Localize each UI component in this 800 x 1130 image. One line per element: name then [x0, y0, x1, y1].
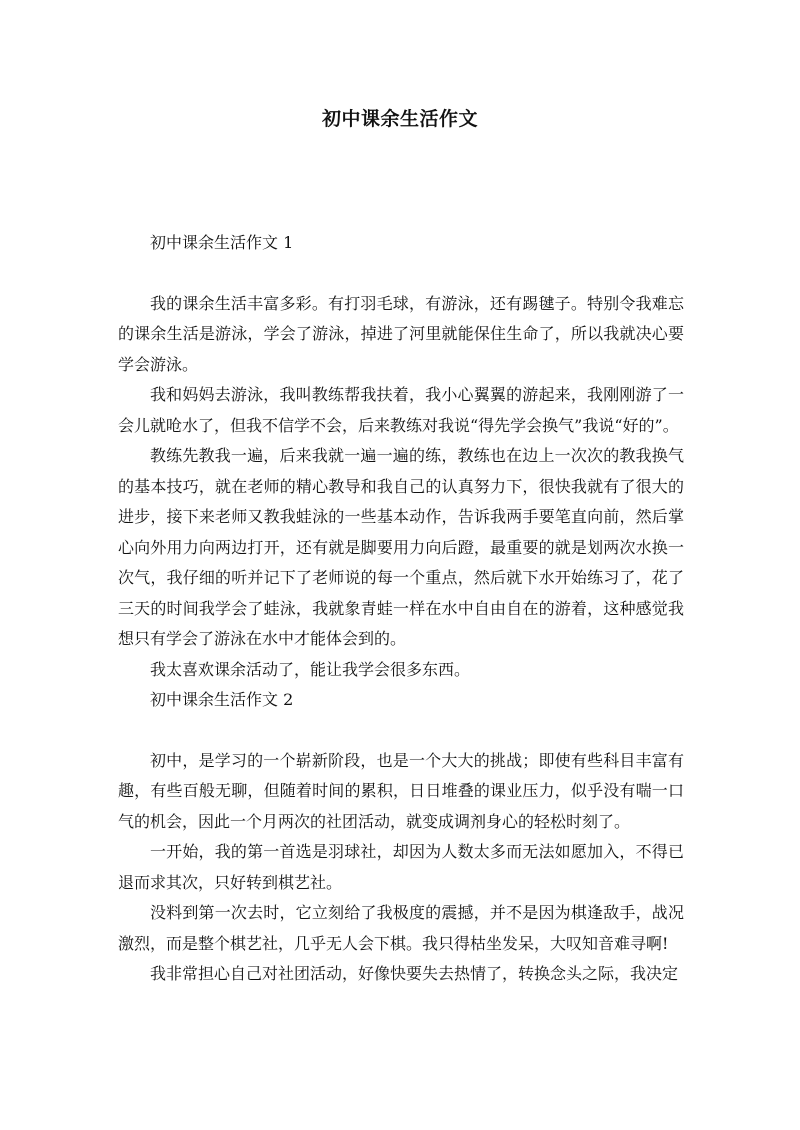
section-2-paragraph-4: 我非常担心自己对社团活动，好像快要失去热情了，转换念头之际，我决定	[150, 964, 679, 983]
section-1-heading: 初中课余生活作文 1	[150, 233, 294, 252]
document-body	[118, 228, 684, 990]
section-1-paragraph-4: 我太喜欢课余活动了，能让我学会很多东西。	[150, 659, 471, 679]
section-1-paragraph-1: 我的课余生活丰富多彩。有打羽毛球，有游泳，还有踢毽子。特别令我难忘的课余生活是游泳，学会了游泳，掉进了河里就能保住生命了，所以我就决心要学会游泳。	[118, 293, 684, 374]
document-title: 初中课余生活作文	[321, 108, 478, 130]
section-2-heading: 初中课余生活作文 2	[150, 690, 294, 709]
section-1-paragraph-2: 我和妈妈去游泳，我叫教练帮我扶着，我小心翼翼的游起来，我刚刚游了一会儿就呛水了，但我不信学不会，后来教练对我说“得先学会换气”我说“好的”。	[118, 385, 684, 435]
section-2-paragraph-3: 没料到第一次去时，它立刻给了我极度的震撼，并不是因为棋逢敌手，战况激烈，而是整个棋艺社，几乎无人会下棋。我只得枯坐发呆，大叹知音难寻啊!	[118, 903, 684, 953]
section-2-paragraph-2: 一开始，我的第一首选是羽球社，却因为人数太多而无法如愿加入，不得已退而求其次，只好转到棋艺社。	[118, 842, 684, 892]
section-1-paragraph-3: 教练先教我一遍，后来我就一遍一遍的练，教练也在边上一次次的教我换气的基本技巧，就在老师的精心教导和我自己的认真努力下，很快我就有了很大的进步，接下来老师又教我蛙泳的一些基本动作，告诉我两手要笔直向前，然后掌心向外用力向两边打开，还有就是脚要用力向后蹬，最重要的就是划两次水换一次气，我仔细的听并记下了老师说的每一个重点，然后就下水开始练习了，花了三天的时间我学会了蛙泳，我就象青蛙一样在水中自由自在的游着，这种感觉我想只有学会了游泳在水中才能体会到的。	[118, 446, 684, 648]
section-2-paragraph-1: 初中，是学习的一个崭新阶段，也是一个大大的挑战；即使有些科目丰富有趣，有些百般无聊，但随着时间的累积，日日堆叠的课业压力，似乎没有喘一口气的机会，因此一个月两次的社团活动，就变成调剂身心的轻松时刻了。	[118, 750, 684, 831]
